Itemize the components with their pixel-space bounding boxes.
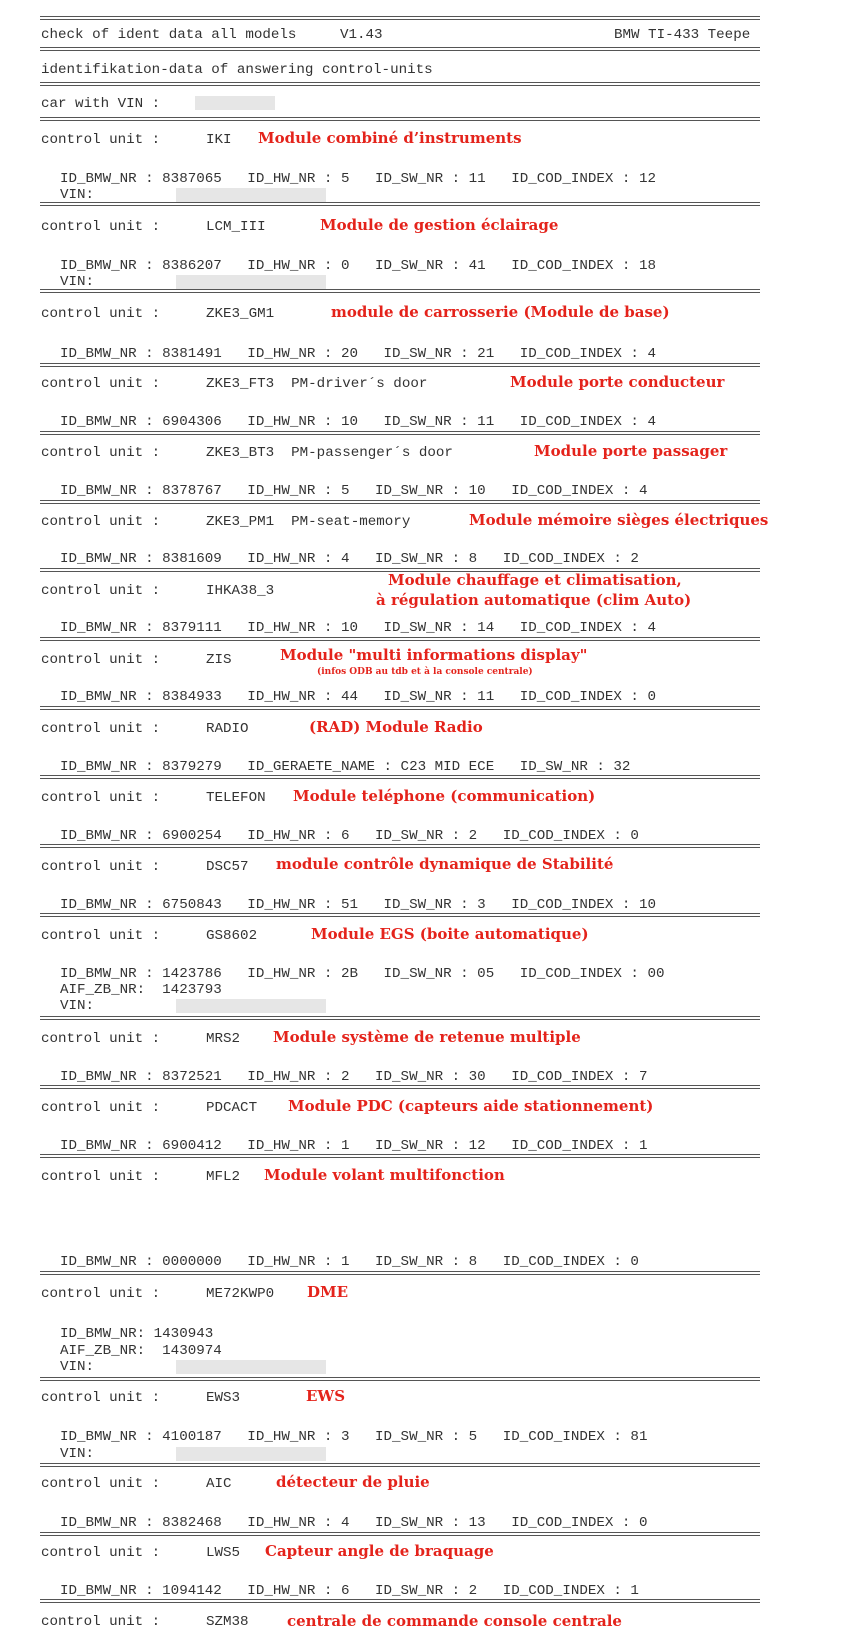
annotation-note: (RAD) Module Radio — [309, 718, 483, 736]
ident-line: ID_BMW_NR : 0000000 ID_HW_NR : 1 ID_SW_NR : 8 ID_COD_INDEX : 0 — [60, 1254, 639, 1270]
annotation-note: Module chauffage et climatisation, — [388, 571, 682, 589]
ident-line: ID_BMW_NR : 8386207 ID_HW_NR : 0 ID_SW_NR : 41 ID_COD_INDEX : 18 — [60, 258, 656, 274]
vin-label: VIN: — [60, 998, 95, 1014]
ident-line: ID_BMW_NR : 8378767 ID_HW_NR : 5 ID_SW_NR : 10 ID_COD_INDEX : 4 — [60, 483, 648, 499]
control-unit-name: EWS3 — [206, 1390, 241, 1406]
annotation-note: Module volant multifonction — [264, 1166, 505, 1184]
ident-line: ID_BMW_NR : 6750843 ID_HW_NR : 51 ID_SW_NR : 3 ID_COD_INDEX : 10 — [60, 897, 656, 913]
annotation-note: Module de gestion éclairage — [320, 216, 559, 234]
annotation-note: DME — [307, 1283, 349, 1301]
annotation-note: Capteur angle de braquage — [265, 1542, 494, 1560]
control-unit-name: AIC — [206, 1476, 232, 1492]
car-vin-label: car with VIN : — [41, 96, 161, 112]
control-unit-name: ZKE3_GM1 — [206, 306, 275, 322]
control-unit-label: control unit : — [41, 1031, 161, 1047]
annotation-note: module contrôle dynamique de Stabilité — [276, 855, 614, 873]
control-unit-label: control unit : — [41, 928, 161, 944]
separator — [40, 289, 760, 293]
control-unit-name: ZKE3_PM1 PM-seat-memory — [206, 514, 411, 530]
control-unit-label: control unit : — [41, 1476, 161, 1492]
annotation-note: Module mémoire sièges électriques — [469, 511, 769, 529]
separator — [40, 844, 760, 848]
aif-line: AIF_ZB_NR: 1423793 — [60, 982, 222, 998]
annotation-note: EWS — [306, 1387, 346, 1405]
ident-line: ID_BMW_NR : 4100187 ID_HW_NR : 3 ID_SW_NR : 5 ID_COD_INDEX : 81 — [60, 1429, 648, 1445]
control-unit-label: control unit : — [41, 790, 161, 806]
ident-line: ID_BMW_NR : 1423786 ID_HW_NR : 2B ID_SW_NR : 05 ID_COD_INDEX : 00 — [60, 966, 665, 982]
ident-line: ID_BMW_NR : 6904306 ID_HW_NR : 10 ID_SW_NR : 11 ID_COD_INDEX : 4 — [60, 414, 656, 430]
control-unit-label: control unit : — [41, 859, 161, 875]
ident-line: ID_BMW_NR : 8387065 ID_HW_NR : 5 ID_SW_NR : 11 ID_COD_INDEX : 12 — [60, 171, 656, 187]
redacted-vin — [195, 96, 275, 110]
report-subtitle: identifikation-data of answering control-units — [41, 62, 433, 78]
ident-line: ID_BMW_NR : 8382468 ID_HW_NR : 4 ID_SW_NR : 13 ID_COD_INDEX : 0 — [60, 1515, 648, 1531]
control-unit-name: ME72KWP0 — [206, 1286, 275, 1302]
control-unit-label: control unit : — [41, 583, 161, 599]
control-unit-label: control unit : — [41, 445, 161, 461]
separator — [40, 1377, 760, 1381]
control-unit-name: RADIO — [206, 721, 249, 737]
annotation-note: à régulation automatique (clim Auto) — [376, 591, 692, 609]
control-unit-label: control unit : — [41, 306, 161, 322]
separator — [40, 706, 760, 710]
ident-line: ID_BMW_NR : 8372521 ID_HW_NR : 2 ID_SW_NR : 30 ID_COD_INDEX : 7 — [60, 1069, 648, 1085]
control-unit-name: ZKE3_BT3 PM-passenger´s door — [206, 445, 453, 461]
redacted-vin — [176, 999, 326, 1013]
separator — [40, 16, 760, 20]
separator — [40, 500, 760, 504]
control-unit-name: ZIS — [206, 652, 232, 668]
separator — [40, 1463, 760, 1467]
separator — [40, 431, 760, 435]
control-unit-name: DSC57 — [206, 859, 249, 875]
annotation-note: Module teléphone (communication) — [293, 787, 596, 805]
separator — [40, 1085, 760, 1089]
separator — [40, 202, 760, 206]
separator — [40, 637, 760, 641]
control-unit-name: LWS5 — [206, 1545, 241, 1561]
control-unit-label: control unit : — [41, 1100, 161, 1116]
control-unit-label: control unit : — [41, 219, 161, 235]
control-unit-label: control unit : — [41, 376, 161, 392]
annotation-note: détecteur de pluie — [276, 1473, 430, 1491]
separator — [40, 363, 760, 367]
control-unit-name: TELEFON — [206, 790, 266, 806]
control-unit-name: ZKE3_FT3 PM-driver´s door — [206, 376, 428, 392]
control-unit-name: MFL2 — [206, 1169, 241, 1185]
ident-line: ID_BMW_NR : 8379111 ID_HW_NR : 10 ID_SW_NR : 14 ID_COD_INDEX : 4 — [60, 620, 656, 636]
ident-line: ID_BMW_NR : 8379279 ID_GERAETE_NAME : C23 MID ECE ID_SW_NR : 32 — [60, 759, 631, 775]
separator — [40, 775, 760, 779]
control-unit-name: GS8602 — [206, 928, 258, 944]
control-unit-label: control unit : — [41, 1614, 161, 1630]
annotation-note: Module système de retenue multiple — [273, 1028, 581, 1046]
redacted-vin — [176, 275, 326, 289]
report-title: check of ident data all models — [41, 27, 297, 43]
vin-label: VIN: — [60, 187, 95, 203]
control-unit-label: control unit : — [41, 721, 161, 737]
annotation-note: Module PDC (capteurs aide stationnement) — [288, 1097, 654, 1115]
annotation-note: centrale de commande console centrale — [287, 1612, 622, 1630]
annotation-note: Module porte conducteur — [510, 373, 725, 391]
ident-line: ID_BMW_NR : 6900254 ID_HW_NR : 6 ID_SW_NR : 2 ID_COD_INDEX : 0 — [60, 828, 639, 844]
ident-line: ID_BMW_NR : 8384933 ID_HW_NR : 44 ID_SW_NR : 11 ID_COD_INDEX : 0 — [60, 689, 656, 705]
aif-line: AIF_ZB_NR: 1430974 — [60, 1343, 222, 1359]
control-unit-name: MRS2 — [206, 1031, 241, 1047]
vin-label: VIN: — [60, 1446, 95, 1462]
control-unit-name: IKI — [206, 132, 232, 148]
control-unit-name: SZM38 — [206, 1614, 249, 1630]
control-unit-label: control unit : — [41, 514, 161, 530]
separator — [40, 1532, 760, 1536]
separator — [40, 1016, 760, 1020]
vin-label: VIN: — [60, 1359, 95, 1375]
annotation-note: module de carrosserie (Module de base) — [331, 303, 670, 321]
separator — [40, 1154, 760, 1158]
separator — [40, 913, 760, 917]
separator — [40, 117, 760, 121]
annotation-note: Module EGS (boite automatique) — [311, 925, 589, 943]
ident-line: ID_BMW_NR : 1094142 ID_HW_NR : 6 ID_SW_NR : 2 ID_COD_INDEX : 1 — [60, 1583, 639, 1599]
ident-line: ID_BMW_NR : 8381609 ID_HW_NR : 4 ID_SW_NR : 8 ID_COD_INDEX : 2 — [60, 551, 639, 567]
ident-line: ID_BMW_NR : 8381491 ID_HW_NR : 20 ID_SW_NR : 21 ID_COD_INDEX : 4 — [60, 346, 656, 362]
annotation-note: Module "multi informations display" — [280, 646, 588, 664]
redacted-vin — [176, 1447, 326, 1461]
redacted-vin — [176, 1360, 326, 1374]
ident-line: ID_BMW_NR: 1430943 — [60, 1326, 214, 1342]
annotation-note: Module combiné d’instruments — [258, 129, 522, 147]
separator — [40, 47, 760, 51]
separator — [40, 1599, 760, 1603]
control-unit-label: control unit : — [41, 1286, 161, 1302]
control-unit-name: LCM_III — [206, 219, 266, 235]
control-unit-name: IHKA38_3 — [206, 583, 275, 599]
control-unit-label: control unit : — [41, 1390, 161, 1406]
report-version: V1.43 — [340, 27, 383, 43]
separator — [40, 82, 760, 86]
annotation-note: (infos ODB au tdb et à la console centrale) — [317, 667, 533, 677]
redacted-vin — [176, 188, 326, 202]
control-unit-label: control unit : — [41, 1169, 161, 1185]
separator — [40, 1271, 760, 1275]
control-unit-label: control unit : — [41, 132, 161, 148]
ident-line: ID_BMW_NR : 6900412 ID_HW_NR : 1 ID_SW_NR : 12 ID_COD_INDEX : 1 — [60, 1138, 648, 1154]
tool-name: BMW TI-433 Teepe — [614, 27, 751, 43]
annotation-note: Module porte passager — [534, 442, 728, 460]
vin-label: VIN: — [60, 274, 95, 290]
control-unit-name: PDCACT — [206, 1100, 258, 1116]
control-unit-label: control unit : — [41, 1545, 161, 1561]
control-unit-label: control unit : — [41, 652, 161, 668]
